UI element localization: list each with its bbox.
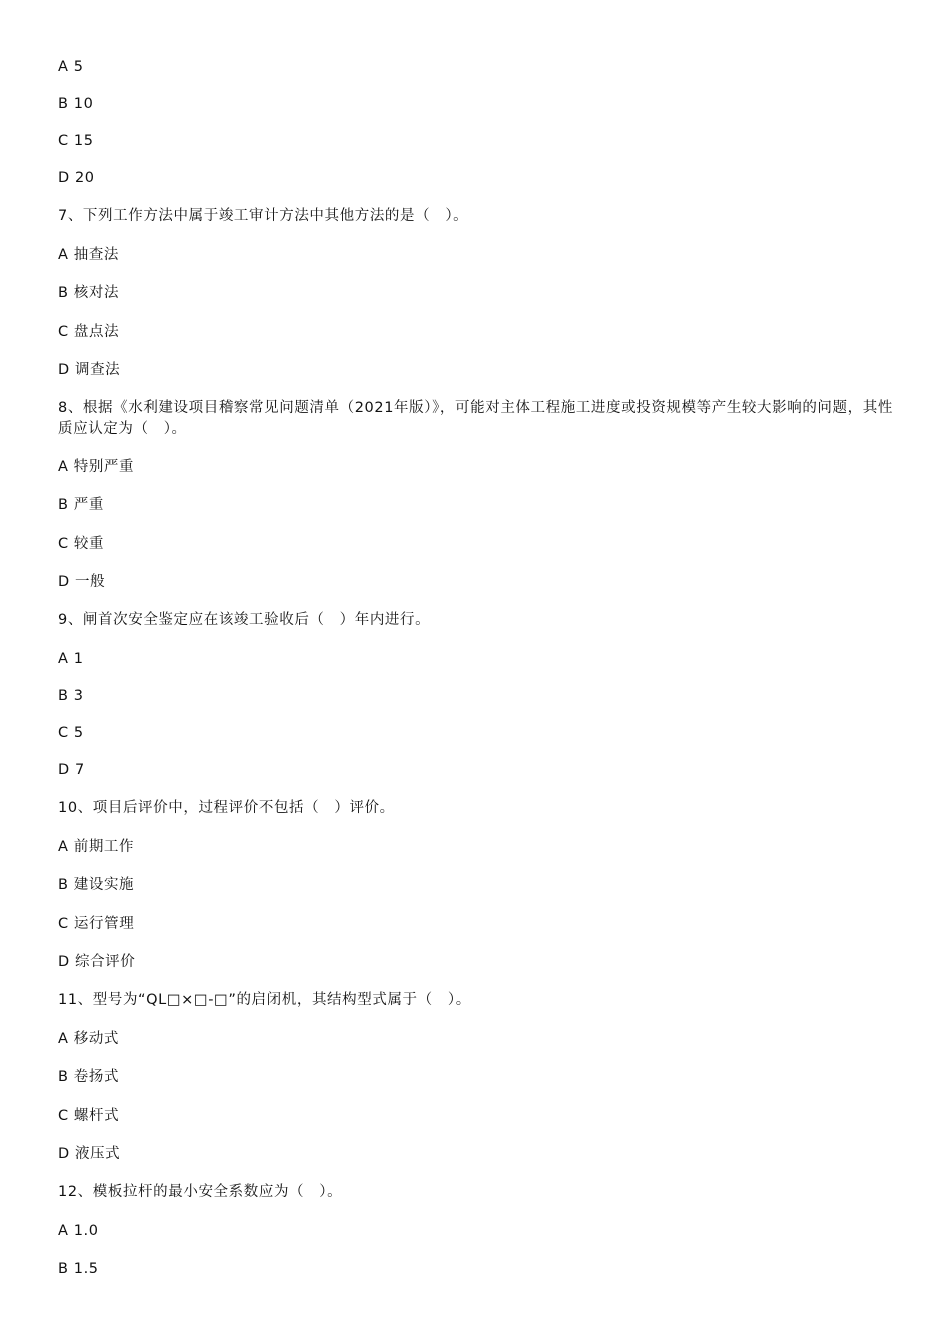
option-d-q11: D 液压式 <box>58 1146 121 1162</box>
option-c-q10: C 运行管理 <box>58 916 135 932</box>
option-d-q8: D 一般 <box>58 574 106 590</box>
option-a-q12: A 1.0 <box>58 1223 99 1239</box>
option-d-q6: D 20 <box>58 170 95 186</box>
option-b-q12: B 1.5 <box>58 1261 99 1277</box>
option-c-q9: C 5 <box>58 725 84 741</box>
question-8: 8、根据《水利建设项目稽察常见问题清单（2021年版）》，可能对主体工程施工进度或投资规模等产生较大影响的问题，其性质应认定为（ ）。 <box>58 400 893 437</box>
option-c-q8: C 较重 <box>58 536 105 552</box>
option-d-q7: D 调查法 <box>58 362 121 378</box>
option-b-q11: B 卷扬式 <box>58 1069 120 1085</box>
question-12: 12、模板拉杆的最小安全系数应为（ ）。 <box>58 1184 343 1200</box>
option-a-q7: A 抽查法 <box>58 247 120 263</box>
option-a-q10: A 前期工作 <box>58 839 135 855</box>
option-a-q8: A 特别严重 <box>58 459 135 475</box>
question-9: 9、闸首次安全鉴定应在该竣工验收后（ ）年内进行。 <box>58 612 431 628</box>
option-c-q6: C 15 <box>58 133 94 149</box>
option-a-q9: A 1 <box>58 651 84 667</box>
option-b-q7: B 核对法 <box>58 285 120 301</box>
option-d-q9: D 7 <box>58 762 85 778</box>
option-d-q10: D 综合评价 <box>58 954 136 970</box>
option-a-q6: A 5 <box>58 59 84 75</box>
option-a-q11: A 移动式 <box>58 1031 120 1047</box>
question-11: 11、型号为“QL□×□-□”的启闭机，其结构型式属于（ ）。 <box>58 992 471 1008</box>
option-b-q9: B 3 <box>58 688 84 704</box>
option-c-q7: C 盘点法 <box>58 324 120 340</box>
question-10: 10、项目后评价中，过程评价不包括（ ）评价。 <box>58 800 395 816</box>
option-b-q10: B 建设实施 <box>58 877 135 893</box>
question-7: 7、下列工作方法中属于竣工审计方法中其他方法的是（ ）。 <box>58 208 469 224</box>
option-b-q6: B 10 <box>58 96 94 112</box>
option-b-q8: B 严重 <box>58 497 104 513</box>
option-c-q11: C 螺杆式 <box>58 1108 120 1124</box>
